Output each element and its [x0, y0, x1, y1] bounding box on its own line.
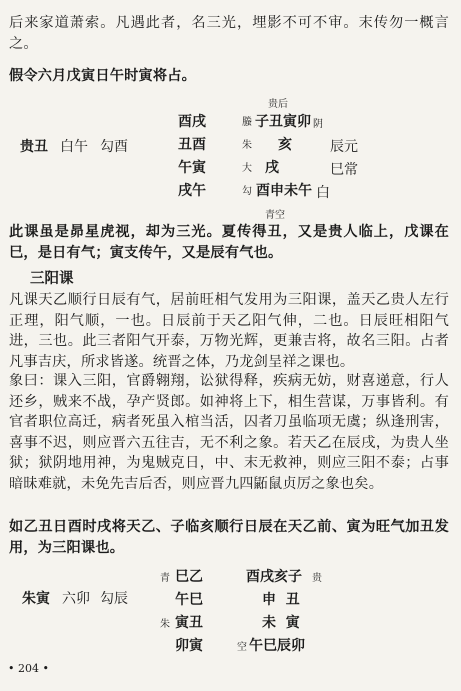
chart2-mid-1: 巳乙 [175, 569, 203, 585]
chart2-mid-3: 寅丑 [175, 615, 203, 631]
chart2-left-1: 朱寅 [22, 591, 50, 607]
chart1-tail-2: 辰元 [330, 139, 358, 155]
chart2-left-2: 六卯 [62, 591, 90, 607]
chart1-lead-2: 朱 [242, 140, 252, 151]
chart1-right-4: 酉申未午 [256, 183, 312, 199]
chart2-lead-1: 青 [160, 573, 170, 584]
chart1-right-3: 戌 [265, 160, 279, 176]
chart1-mid-3: 午寅 [178, 160, 206, 176]
chart1-lead-4: 勾 [242, 186, 252, 197]
section-body-1: 凡课天乙顺行日辰有气，居前旺相气发用为三阳课，盖天乙贵人左行正理，阳气顺，一也。日辰前于天乙阳气伸，二也。日辰旺相阳气进，三也。此三者阳气开泰，万物光辉，更兼吉将，故名三阳。占者凡事吉庆，所求皆遂。统晋之体，乃龙剑呈祥之课也。 [9, 292, 449, 370]
chart2-mid-4: 卯寅 [175, 638, 203, 654]
chart2-right-4: 午巳辰卯 [249, 638, 305, 654]
chart1-mid-1: 酉戌 [178, 114, 206, 130]
section-body-2: 象曰：课入三阳，官爵翱翔，讼狱得释，疾病无妨，财喜递意，行人还乡，贼来不战，孕产贤郎。如神将上下，相生营谋，万事皆利。有官者职位高迁，病者死虽入棺当活，囚者刀虽临项无虞；纵逢刑害，喜事不迟，则应晋六五往吉，无不利之象。若天乙在辰戌，为贵人坐狱；狱阴地用神，为鬼贼克日，中、末无救神，则应三阳不泰；占事暗昧难就，未免先吉后否，则应晋九四鼫鼠贞厉之象也矣。 [9, 373, 449, 492]
chart1-tail-4: 白 [316, 185, 330, 201]
chart1-explanation: 此课虽是昴星虎视，却为三光。夏传得丑，又是贵人临上，戊课在巳，是日有气；寅支传午，又是辰有气也。 [9, 224, 449, 261]
chart2-right-1: 酉戌亥子 [246, 569, 302, 585]
chart1-tail-1: 阴 [313, 119, 323, 130]
chart2-left-3: 勾辰 [100, 591, 128, 607]
chart1-lead-1: 螣 [242, 117, 252, 128]
chart2-tail-1: 贵 [312, 573, 322, 584]
chart1-tail-3: 巳常 [330, 162, 358, 178]
chart2-mid-2: 午巳 [175, 592, 203, 608]
section-title: 三阳课 [30, 270, 74, 287]
chart1-bottom-label: 青空 [265, 210, 285, 221]
chart2-lead-3: 朱 [160, 619, 170, 630]
chart2-lead-right-4: 空 [237, 642, 247, 653]
chart1-top-label: 贵后 [268, 99, 288, 110]
chart1-left-2: 白午 [60, 139, 88, 155]
chart1-lead-3: 大 [242, 163, 252, 174]
chart1-right-2: 亥 [278, 137, 292, 153]
chart1-mid-2: 丑酉 [178, 137, 206, 153]
chart1-left-3: 勾酉 [100, 139, 128, 155]
chart1-right-1: 子丑寅卯 [255, 114, 311, 130]
page-number: • 204 • [8, 662, 49, 675]
intro-paragraph: 后来家道萧索。凡遇此者，名三光，埋影不可不审。末传勿一概言之。 [9, 15, 449, 52]
example-heading-1: 假令六月戊寅日午时寅将占。 [9, 68, 197, 84]
chart2-right-3: 未 寅 [262, 615, 300, 631]
example-heading-2: 如乙丑日酉时戌将天乙、子临亥顺行日辰在天乙前、寅为旺气加丑发用，为三阳课也。 [9, 519, 449, 556]
chart1-mid-4: 戌午 [178, 183, 206, 199]
chart2-right-2: 申 丑 [262, 592, 300, 608]
chart1-left-1: 贵丑 [20, 139, 48, 155]
